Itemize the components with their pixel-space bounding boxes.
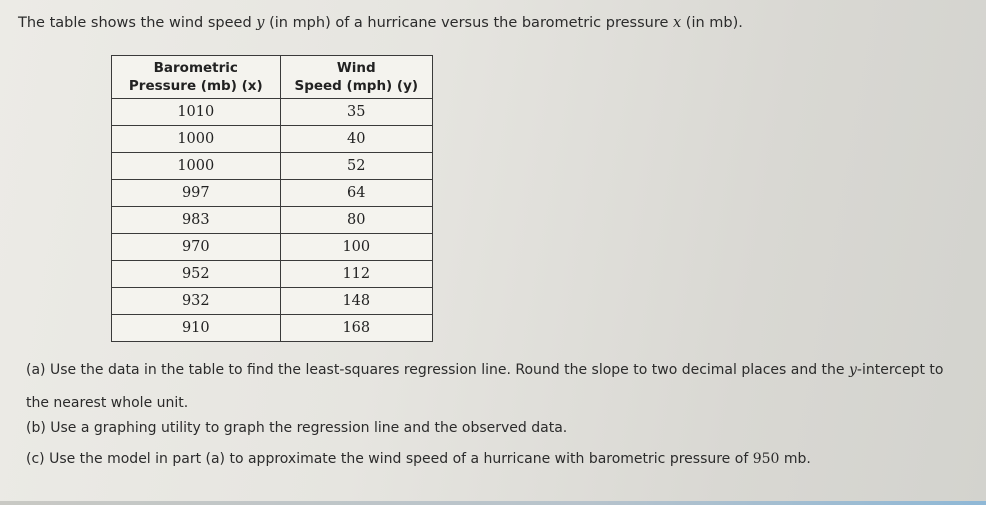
table-row	[112, 315, 433, 342]
intro-text-3: (in mb).	[681, 15, 743, 31]
question-b	[26, 420, 567, 436]
pressure-cell: 970	[112, 234, 281, 261]
wind-speed-cell: 52	[280, 153, 432, 180]
intro-text-2: (in mph) of a hurricane versus the barometric pressure	[264, 15, 674, 31]
y-variable: y	[848, 362, 857, 378]
header-wind-line1: Wind	[336, 60, 376, 76]
x-variable: x	[673, 15, 682, 31]
header-wind-line2: Speed (mph) (y)	[294, 78, 419, 94]
question-a-line2-text: the nearest whole unit.	[26, 395, 189, 411]
wind-speed-cell: 112	[280, 261, 432, 288]
header-pressure-line1: Barometric	[153, 60, 238, 76]
pressure-cell: 1000	[112, 126, 281, 153]
pressure-cell: 910	[112, 315, 281, 342]
wind-speed-cell: 148	[280, 288, 432, 315]
header-pressure-line2: Pressure (mb) (x)	[128, 78, 263, 94]
pressure-cell: 1010	[112, 99, 281, 126]
table-row	[112, 288, 433, 315]
pressure-cell: 1000	[112, 153, 281, 180]
question-a-line1	[26, 362, 943, 378]
wind-speed-cell: 168	[280, 315, 432, 342]
table-row	[112, 261, 433, 288]
wind-speed-cell: 100	[280, 234, 432, 261]
table-row	[112, 99, 433, 126]
question-a-text: (a) Use the data in the table to find the least-squares regression line. Round the slope to two decimal places and the	[26, 362, 849, 378]
pressure-value: 950	[752, 451, 780, 467]
wind-speed-cell: 35	[280, 99, 432, 126]
question-a-text-end: -intercept to	[856, 362, 944, 378]
pressure-cell: 932	[112, 288, 281, 315]
table-header-row	[112, 56, 433, 99]
wind-speed-cell: 80	[280, 207, 432, 234]
intro-text-1: The table shows the wind speed	[18, 15, 257, 31]
wind-speed-cell: 64	[280, 180, 432, 207]
table-row	[112, 126, 433, 153]
table-row	[112, 180, 433, 207]
header-pressure	[112, 56, 281, 99]
bottom-edge-bar	[0, 501, 986, 505]
table-row	[112, 234, 433, 261]
question-c-text-end: mb.	[779, 451, 811, 467]
question-c	[26, 451, 811, 467]
header-wind-speed	[280, 56, 432, 99]
wind-speed-cell: 40	[280, 126, 432, 153]
question-a-line2	[26, 395, 188, 411]
pressure-cell: 997	[112, 180, 281, 207]
data-table	[111, 55, 433, 342]
question-c-text: (c) Use the model in part (a) to approximate the wind speed of a hurricane with barometric pressure of	[26, 451, 753, 467]
y-variable: y	[256, 15, 265, 31]
table-row	[112, 207, 433, 234]
problem-intro	[18, 15, 743, 31]
question-b-text: (b) Use a graphing utility to graph the regression line and the observed data.	[26, 420, 568, 436]
table-row	[112, 153, 433, 180]
pressure-cell: 983	[112, 207, 281, 234]
pressure-cell: 952	[112, 261, 281, 288]
